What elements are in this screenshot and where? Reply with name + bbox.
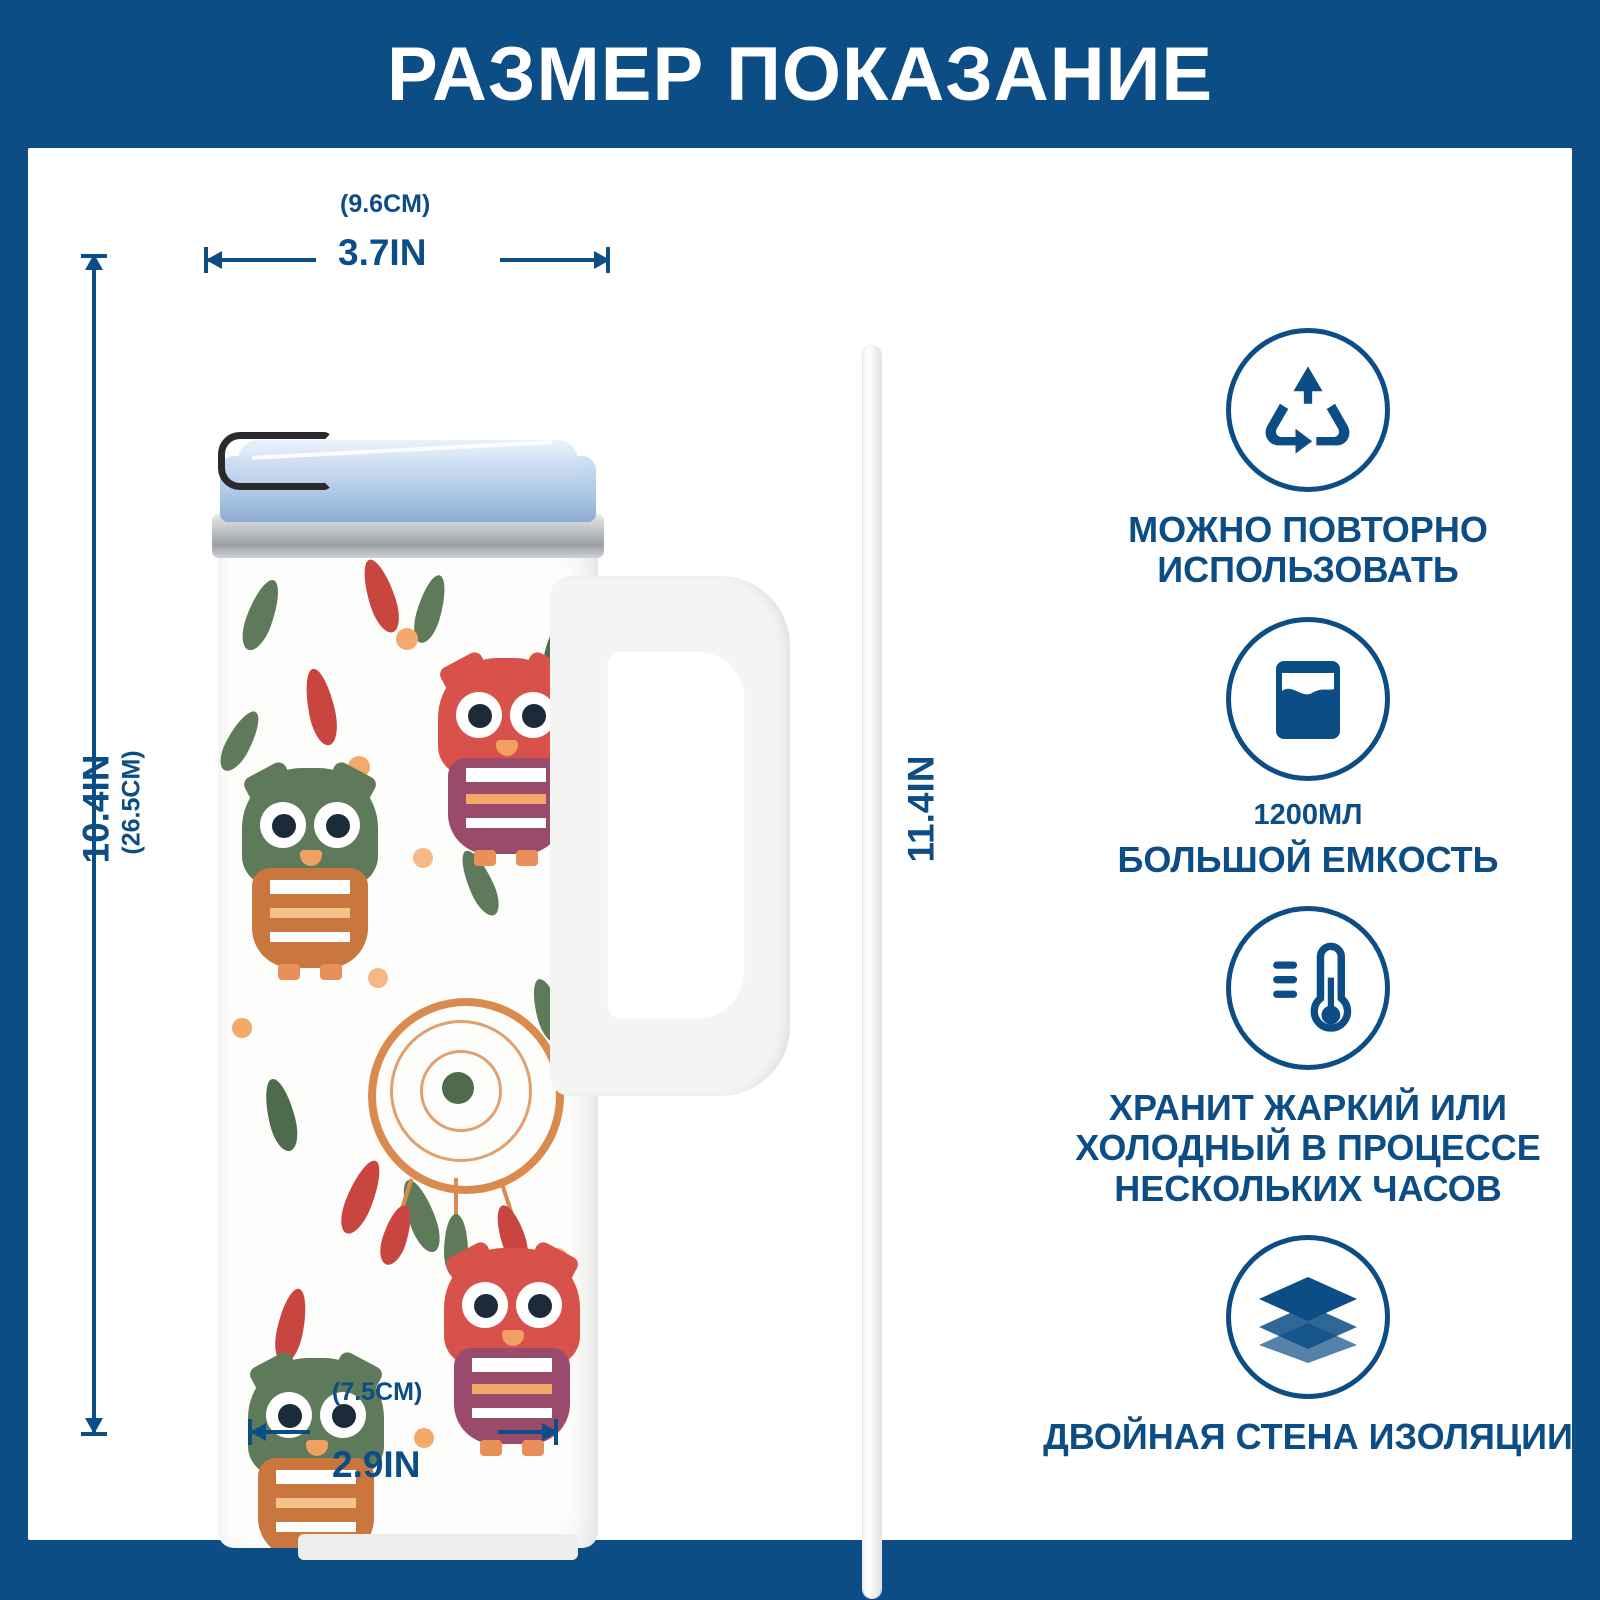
tumbler-handle-hole: [606, 650, 746, 1020]
height-inch-label: 10.4IN: [75, 754, 117, 864]
feature-list: [1028, 328, 1588, 1463]
bottom-width-cap-left: [248, 1419, 252, 1445]
tumbler-illustration: [198, 418, 838, 1578]
tumbler-flip-tab: [218, 432, 332, 490]
height-cap-top: [81, 254, 107, 258]
feature-item-insulation: [1028, 1235, 1588, 1457]
page-title: РАЗМЕР ПОКАЗАНИЕ: [386, 31, 1214, 117]
header-bar: [0, 0, 1600, 148]
top-width-cm-label: (9.6CM): [340, 190, 431, 218]
bottom-width-cap-right: [554, 1419, 558, 1445]
top-width-inch-label: 3.7IN: [338, 232, 427, 273]
height-cm-label: (26.5CM): [117, 750, 146, 855]
cup-water-icon: [1226, 617, 1390, 781]
content-canvas: [28, 148, 1572, 1540]
dreamcatcher-motif: [368, 998, 548, 1238]
top-width-cap-right: [606, 247, 610, 273]
bottom-width-arrow-left: [250, 1423, 266, 1441]
thermometer-icon: [1226, 906, 1390, 1070]
feature-item-capacity: [1028, 617, 1588, 880]
tumbler-base: [298, 1534, 578, 1560]
feature-capacity-value: 1200МЛ: [1253, 798, 1363, 831]
feature-label-temperature: ХРАНИТ ЖАРКИЙ ИЛИ ХОЛОДНЫЙ В ПРОЦЕССЕ НЕСКОЛЬКИХ ЧАСОВ: [1075, 1086, 1541, 1209]
recycle-icon: [1226, 328, 1390, 492]
straw: [863, 346, 881, 1598]
layers-icon: [1226, 1235, 1390, 1399]
height-cap-bottom: [81, 1432, 107, 1436]
feature-item-reusable: [1028, 328, 1588, 591]
top-width-arrow-left: [206, 251, 222, 269]
top-width-cap-left: [204, 247, 208, 273]
bottom-width-inch-label: 2.9IN: [332, 1444, 421, 1485]
feature-item-temperature: [1028, 906, 1588, 1209]
feature-label-insulation: ДВОЙНАЯ СТЕНА ИЗОЛЯЦИИ: [1043, 1415, 1573, 1457]
feature-label-reusable: МОЖНО ПОВТОРНО ИСПОЛЬЗОВАТЬ: [1128, 509, 1488, 591]
straw-length-label: 11.4IN: [900, 755, 942, 863]
top-width-line-left: [206, 258, 316, 262]
bottom-width-cm-label: (7.5CM): [332, 1378, 423, 1406]
feature-label-capacity: БОЛЬШОЙ ЕМКОСТЬ: [1117, 838, 1499, 880]
